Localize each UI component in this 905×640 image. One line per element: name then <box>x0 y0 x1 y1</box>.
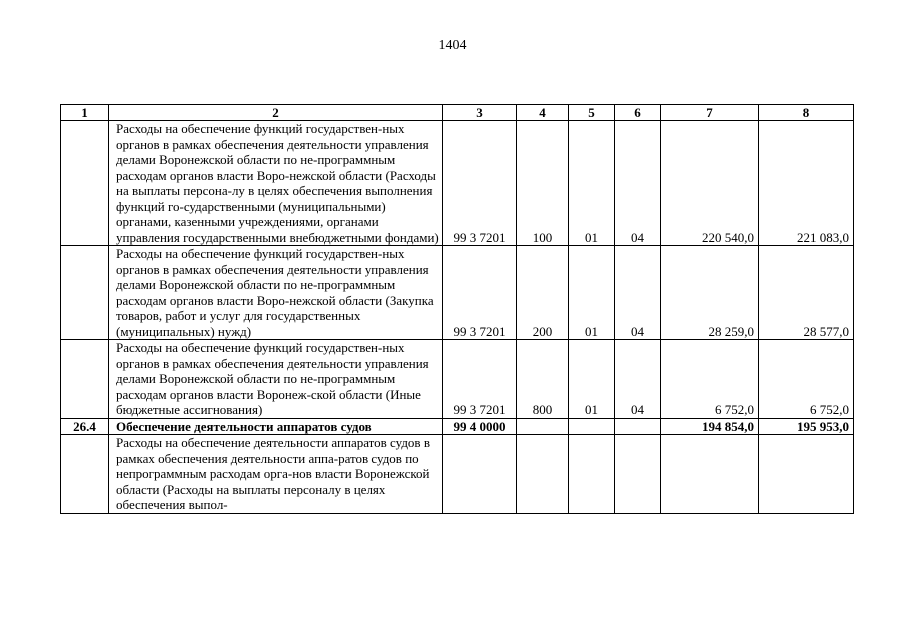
row-section <box>569 435 615 514</box>
table-row <box>61 121 854 246</box>
row-amount-1: 194 854,0 <box>661 418 759 435</box>
row-section: 01 <box>569 246 615 340</box>
row-expense-type <box>517 435 569 514</box>
row-amount-1: 6 752,0 <box>661 340 759 419</box>
table-row <box>61 418 854 435</box>
header-cell: 6 <box>615 105 661 121</box>
header-cell: 8 <box>759 105 854 121</box>
table-row <box>61 246 854 340</box>
row-section: 01 <box>569 340 615 419</box>
table-row <box>61 435 854 514</box>
row-subsection: 04 <box>615 121 661 246</box>
row-index <box>61 340 109 419</box>
row-subsection <box>615 418 661 435</box>
row-amount-2: 221 083,0 <box>759 121 854 246</box>
row-subsection <box>615 435 661 514</box>
row-target-code: 99 3 7201 <box>443 246 517 340</box>
row-description: Обеспечение деятельности аппаратов судов <box>109 418 443 435</box>
row-target-code: 99 3 7201 <box>443 121 517 246</box>
row-amount-2: 6 752,0 <box>759 340 854 419</box>
row-index <box>61 435 109 514</box>
row-target-code: 99 4 0000 <box>443 418 517 435</box>
row-amount-2 <box>759 435 854 514</box>
budget-table <box>60 104 854 514</box>
header-cell: 4 <box>517 105 569 121</box>
table-row <box>61 340 854 419</box>
row-amount-1 <box>661 435 759 514</box>
row-subsection: 04 <box>615 340 661 419</box>
row-index: 26.4 <box>61 418 109 435</box>
row-description: Расходы на обеспечение деятельности аппаратов судов в рамках обеспечения деятельности аппа-ратов судов по непрограммным расходам орга-нов власти Воронежской области (Расходы на выплаты персоналу в целях обеспечения выпол- <box>109 435 443 514</box>
row-amount-2: 28 577,0 <box>759 246 854 340</box>
row-expense-type <box>517 418 569 435</box>
row-amount-1: 28 259,0 <box>661 246 759 340</box>
row-description: Расходы на обеспечение функций государствен-ных органов в рамках обеспечения деятельности управления делами Воронежской области по не-программным расходам органов власти Воро-нежской области (Расходы на выплаты персона-лу в целях обеспечения выполнения функций го-сударственными (муниципальными) органами, казенными учреждениями, органами управления государственными внебюджетными фондами) <box>109 121 443 246</box>
header-cell: 7 <box>661 105 759 121</box>
row-expense-type: 800 <box>517 340 569 419</box>
row-description: Расходы на обеспечение функций государствен-ных органов в рамках обеспечения деятельности управления делами Воронежской области по не-программным расходам органов власти Воро-нежской области (Закупка товаров, работ и услуг для государственных (муниципальных) нужд) <box>109 246 443 340</box>
row-amount-1: 220 540,0 <box>661 121 759 246</box>
header-cell: 2 <box>109 105 443 121</box>
row-index <box>61 121 109 246</box>
row-target-code <box>443 435 517 514</box>
row-description: Расходы на обеспечение функций государствен-ных органов в рамках обеспечения деятельности управления делами Воронежской области по не-программным расходам органов власти Воронеж-ской области (Иные бюджетные ассигнования) <box>109 340 443 419</box>
row-amount-2: 195 953,0 <box>759 418 854 435</box>
header-cell: 1 <box>61 105 109 121</box>
header-cell: 3 <box>443 105 517 121</box>
header-cell: 5 <box>569 105 615 121</box>
row-subsection: 04 <box>615 246 661 340</box>
row-section <box>569 418 615 435</box>
page-number: 1404 <box>438 38 467 53</box>
row-section: 01 <box>569 121 615 246</box>
row-target-code: 99 3 7201 <box>443 340 517 419</box>
row-expense-type: 200 <box>517 246 569 340</box>
table-header-row <box>61 105 854 121</box>
row-expense-type: 100 <box>517 121 569 246</box>
row-index <box>61 246 109 340</box>
